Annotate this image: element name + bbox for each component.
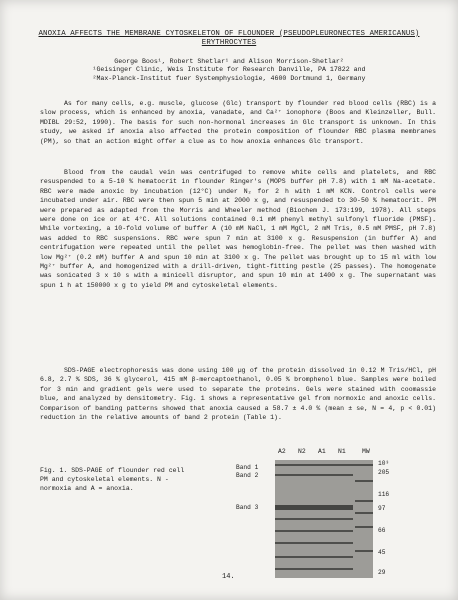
gel-marker-band [355,550,373,552]
gel-band [275,530,353,532]
gel-band [275,474,353,476]
author-names: George Boos¹, Robert Shetlar¹ and Alison Morrison-Shetlar² [114,58,344,65]
gel-band [275,568,353,570]
mw-marker-label: 205 [378,469,390,476]
band-1-label: Band 1 [236,464,259,471]
gel-figure [236,448,398,578]
paragraph-methods: Blood from the caudal vein was centrifuged to remove white cells and platelets, and RBC resuspended to a 5-10 % hematocrit in flounder Ringer's (MOPS buffer pH 7.8) with 1 mM Na-acetate. RBC were made anoxic by incubation (12°C) under N₂ for 2 h with 1 mM KCN. Control cells were incubated under air. RBC were then spun 5 min at 2000 x g, and resuspended to 30-50 % hematocrit. PM were prepared as adapted from the Morris and Wheeler method (Biochem J. 173:199, 1978). All steps were done on ice or at 4°C. All solutions contained 0.1 mM phenyl methyl sulfonyl fluoride (PMSF). While vortexing, a 10-fold volume of buffer A (10 mM NaCl, 1 mM MgCl, 2 mM Tris, 0.5 mM PMSF, pH 7.8) was added to RBC suspensions. RBC were spun 7 min at 3100 x g. Resuspension (in buffer A) and centrifugation were repeated until the pellet was hemoglobin-free. The pellet was then washed with low Mg²⁺ (0.2 mM) buffer A and spun 10 min at 3100 x g. The pellet was brought up to 15 ml with low Mg²⁺ buffer A, and homogenized with a drill-driven, tight-fitting pestle (25 passes). The homogenate was sonicated 3 x 10 s with a minicell disruptor, and spun 10 min at 1400 x g. The supernatant was spun 1 h at 150000 x g to yield PM and cytoskeletal elements. [40,169,436,289]
page-number: 14. [222,573,235,581]
gel-band [275,542,353,544]
band-3-label: Band 3 [236,504,259,511]
gel-band [275,464,373,466]
gel-band [275,505,353,510]
mw-marker-label: 97 [378,505,386,512]
paragraph-intro: As for many cells, e.g. muscle, glucose (Glc) transport by flounder red blood cells (RBC) is a slow process, which is enhanced by anoxia, vanadate, and Ca²⁺ ionophore (Boos and Kleinzeller, Bull. MDIBL 29:52, 1990). The basis for such non-hormonal increases in Glc transport is unknown. In this study, we asked if anoxia also affected the protein composition of flounder RBC plasma membranes (PM), so that an action might offer a clue as to how anoxia enhances Glc transport. [40,100,436,145]
gel-marker-band [355,500,373,502]
lane-label-n2: N2 [298,448,306,455]
mw-marker-label: 29 [378,569,386,576]
lane-label-a1: A1 [318,448,326,455]
paragraph-results: SDS-PAGE electrophoresis was done using 100 µg of the protein dissolved in 0.12 M Tris/HCl, pH 6.8, 2.7 % SDS, 36 % glycerol, 415 mM β-mercaptoethanol, 0.05 % bromphenol blue. Samples were boiled for 3 min and gradient gels were used to separate the proteins. Gels were stained with coomassie blue, and analyzed by densitometry. Fig. 1 shows a representative gel from normoxic and anoxic cells. Comparison of banding patterns showed that anoxia caused a 58.7 ± 4.0 % (mean ± se, N = 4, p < 0.01) reduction in the relative amounts of band 2 protein (Table 1). [40,367,436,422]
mw-marker-label: 116 [378,491,390,498]
author-block [20,58,438,83]
gel-band [275,556,353,558]
paper-title: ANOXIA AFFECTS THE MEMBRANE CYTOSKELETON OF FLOUNDER (PSEUDOPLEURONECTES AMERICANUS) ERYTHROCYTES [38,30,420,47]
mw-marker-label: 66 [378,527,386,534]
figure-caption: Fig. 1. SDS-PAGE of flounder red cell PM and cytoskeletal elements. N - normoxia and A = anoxia. [40,467,185,492]
gel-marker-band [355,480,373,482]
lane-label-a2: A2 [278,448,286,455]
mw-marker-label: 45 [378,549,386,556]
affiliation-2: ²Max-Planck-Institut fuer Systemphysiologie, 4600 Dortmund 1, Germany [92,74,366,82]
affiliation-1: ¹Geisinger Clinic, Weis Institute for Research Danville, PA 17822 and [92,66,366,74]
gel-marker-band [355,526,373,528]
mw-marker-label: 10³ [378,460,390,467]
lane-label-mw: MW [362,448,370,455]
lane-label-n1: N1 [338,448,346,455]
gel-marker-band [355,512,373,514]
gel-image [275,460,373,578]
band-2-label: Band 2 [236,472,259,479]
gel-band [275,518,353,520]
